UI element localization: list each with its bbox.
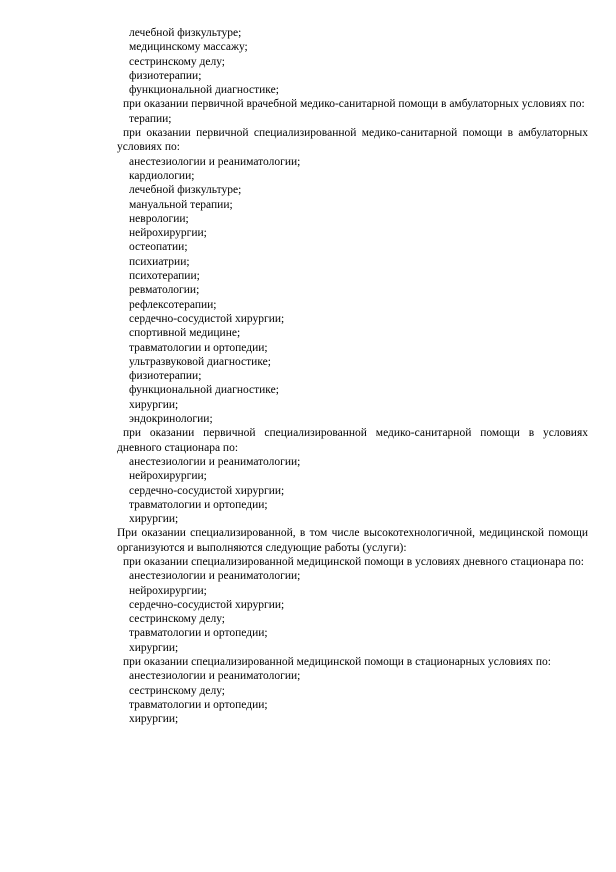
list-item: сестринскому делу; [129, 613, 225, 626]
intro-paragraph: При оказании специализированной, в том числе высокотехнологичной, медицинской помощи организуются и выполняются следующие работы (услуги): [117, 527, 588, 554]
list-item: ультразвуковой диагностике; [129, 355, 271, 368]
list-item: терапии; [129, 112, 172, 125]
list-item: эндокринологии; [129, 413, 213, 426]
section-heading: при оказании первичной специализированной медико-санитарной помощи в условиях дневного стационара по: [117, 427, 588, 454]
section-primary-specialized-day-hospital [117, 426, 588, 526]
list-item: неврологии; [129, 212, 189, 225]
list-item: сестринскому делу; [129, 684, 225, 697]
list-item: физиотерапии; [129, 69, 202, 82]
section-list [117, 26, 588, 97]
section-heading: при оказании специализированной медицинской помощи в условиях дневного стационара по: [123, 555, 584, 568]
list-item: анестезиологии и реаниматологии; [129, 570, 301, 583]
list-item: хирургии; [129, 641, 179, 654]
section-specialized-day-hospital [117, 555, 588, 655]
list-item: психотерапии; [129, 270, 200, 283]
list-item: сердечно-сосудистой хирургии; [129, 312, 285, 325]
section-heading: при оказании специализированной медицинской помощи в стационарных условиях по: [123, 656, 551, 669]
list-item: сестринскому делу; [129, 55, 225, 68]
section-primary-doctor-outpatient [117, 97, 588, 126]
document-body [117, 26, 588, 727]
list-item: сердечно-сосудистой хирургии; [129, 484, 285, 497]
list-item: лечебной физкультуре; [129, 27, 242, 39]
section-heading: при оказании первичной специализированной медико-санитарной помощи в амбулаторных условиях по: [117, 127, 588, 154]
list-item: кардиологии; [129, 169, 195, 182]
list-item: психиатрии; [129, 255, 190, 268]
section-specialized-inpatient [117, 655, 588, 726]
list-item: функциональной диагностике; [129, 384, 279, 397]
list-item: рефлексотерапии; [129, 298, 217, 311]
list-item: функциональной диагностике; [129, 84, 279, 97]
list-item: хирургии; [129, 398, 179, 411]
list-item: анестезиологии и реаниматологии; [129, 155, 301, 168]
list-item: ревматологии; [129, 284, 200, 297]
list-item: медицинскому массажу; [129, 41, 248, 54]
list-item: нейрохирургии; [129, 584, 207, 597]
section-heading: при оказании первичной врачебной медико-санитарной помощи в амбулаторных условиях по: [123, 98, 585, 111]
list-item: лечебной физкультуре; [129, 184, 242, 197]
list-item: анестезиологии и реаниматологии; [129, 670, 301, 683]
section-primary-specialized-outpatient [117, 126, 588, 426]
list-item: хирургии; [129, 713, 179, 726]
list-item: анестезиологии и реаниматологии; [129, 455, 301, 468]
list-item: сердечно-сосудистой хирургии; [129, 598, 285, 611]
list-item: травматологии и ортопедии; [129, 498, 268, 511]
list-item: физиотерапии; [129, 370, 202, 383]
list-item: травматологии и ортопедии; [129, 627, 268, 640]
list-item: нейрохирургии; [129, 470, 207, 483]
list-item: спортивной медицине; [129, 327, 241, 340]
list-item: хирургии; [129, 513, 179, 526]
list-item: нейрохирургии; [129, 227, 207, 240]
list-item: остеопатии; [129, 241, 188, 254]
list-item: травматологии и ортопедии; [129, 698, 268, 711]
list-item: травматологии и ортопедии; [129, 341, 268, 354]
list-item: мануальной терапии; [129, 198, 233, 211]
